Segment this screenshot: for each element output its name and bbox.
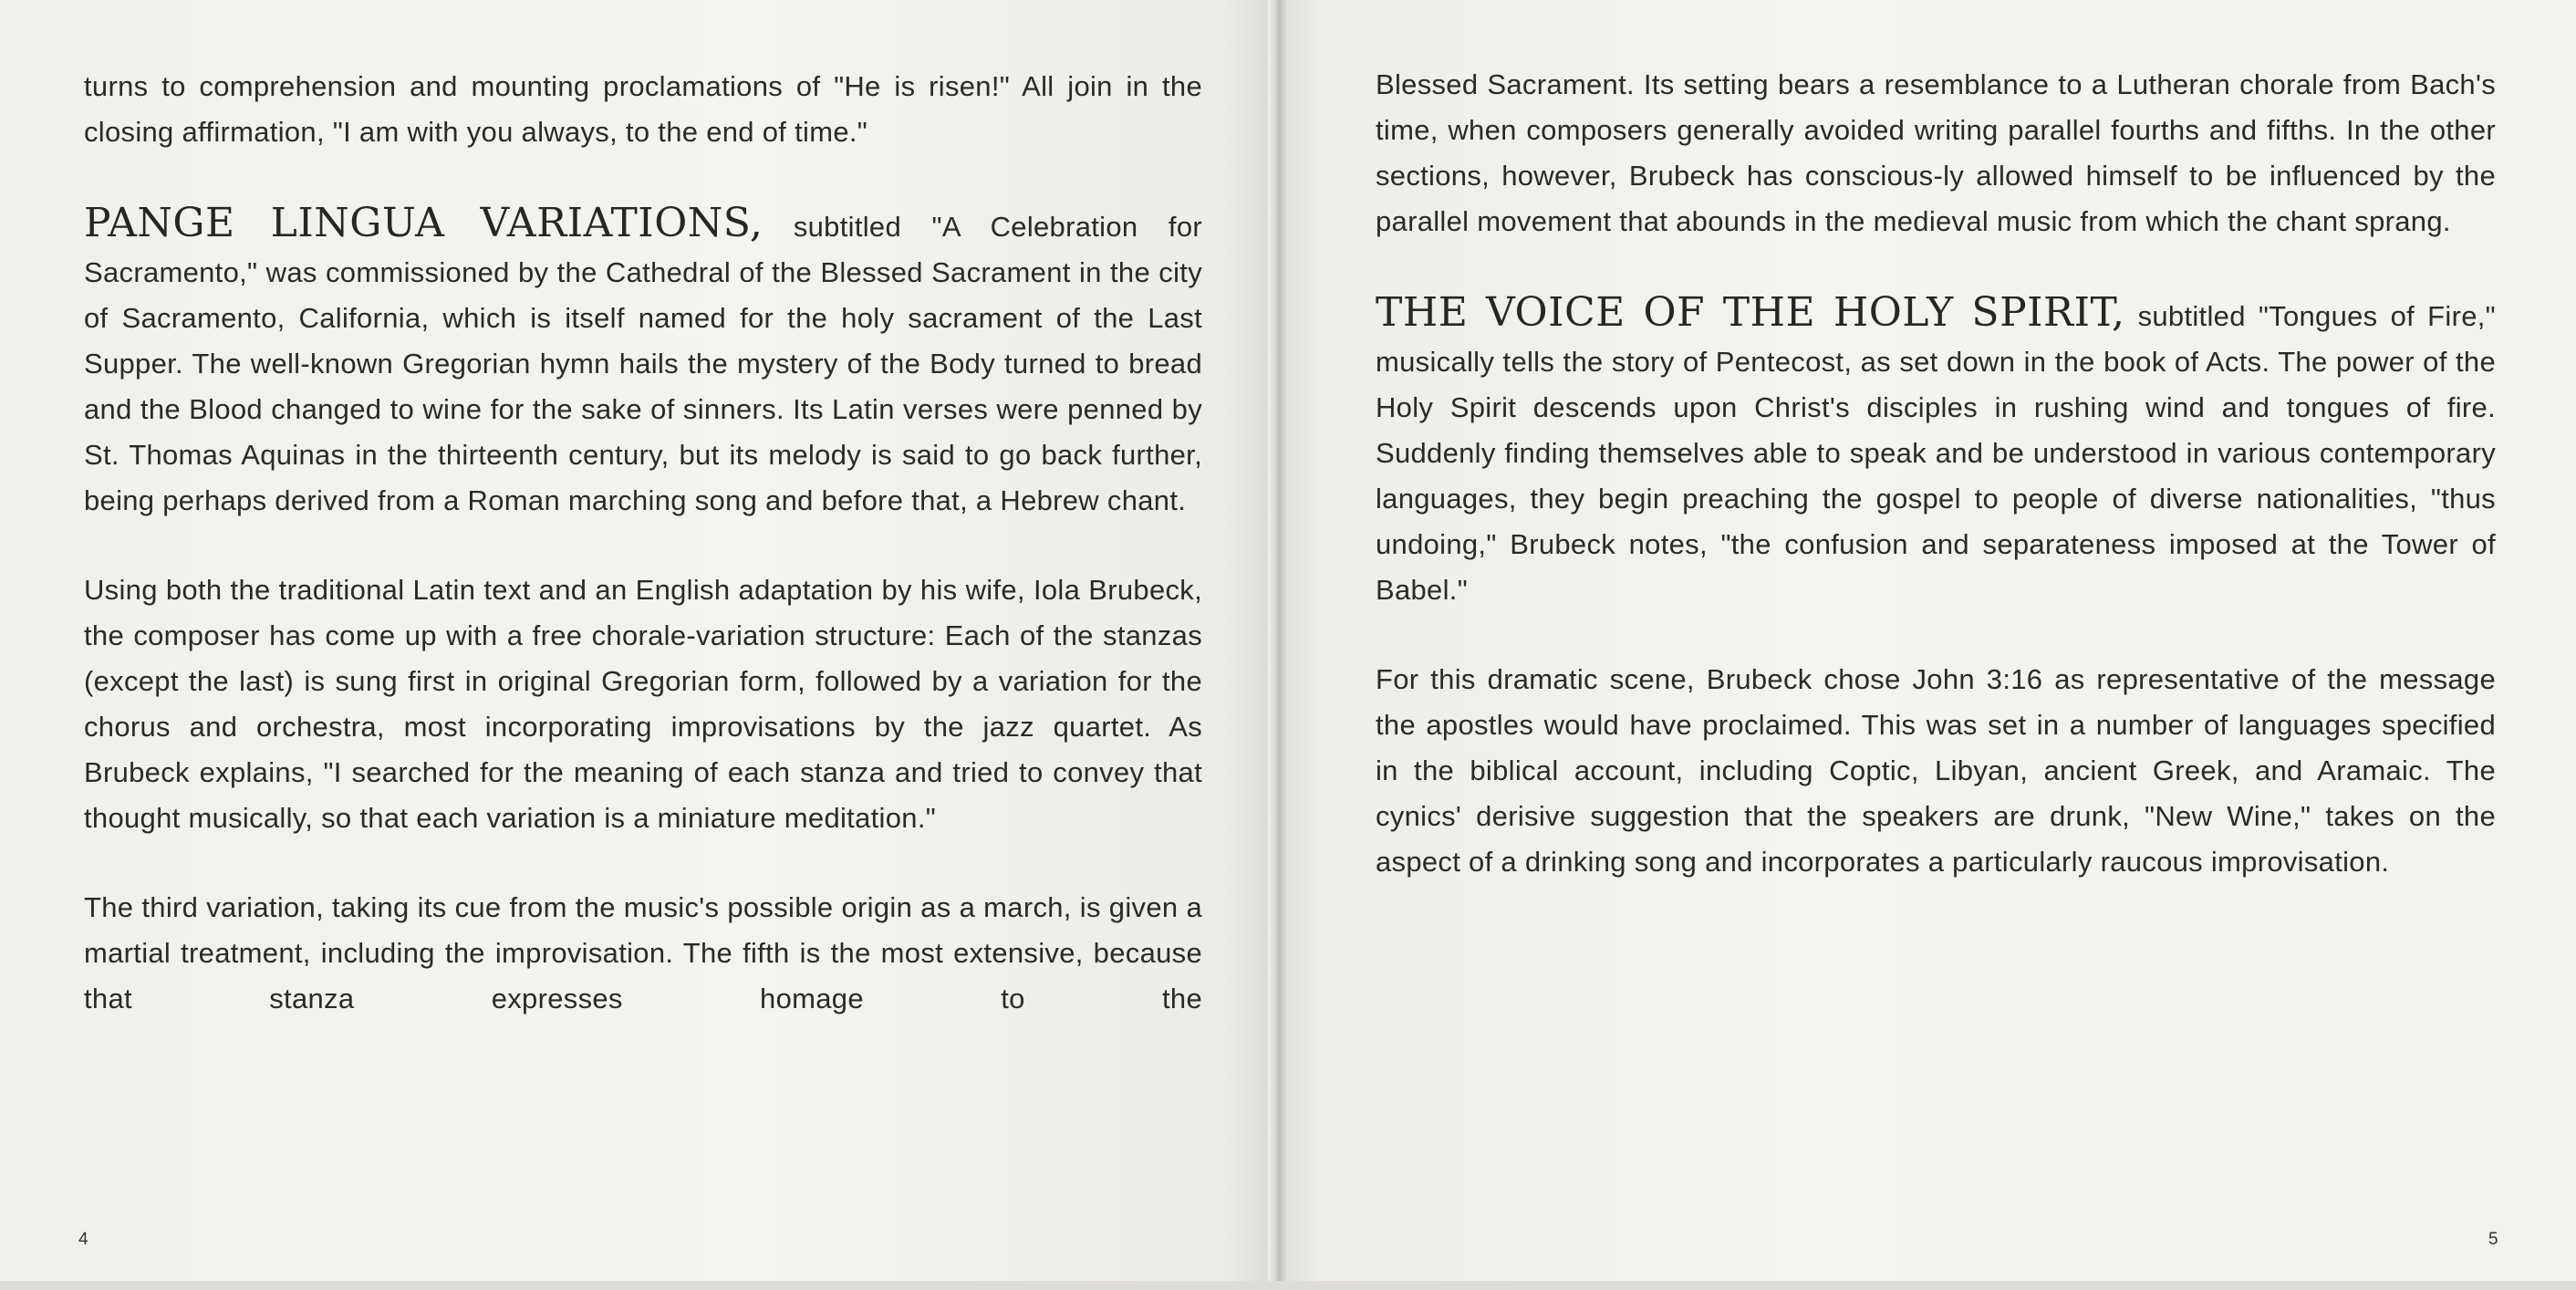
- right-text-column: [1376, 62, 2496, 885]
- page-number-right: 5: [2488, 1230, 2498, 1249]
- right-paragraph-2: For this dramatic scene, Brubeck chose John 3:16 as representative of the message the apostles would have proclaimed. This was set in a number of languages specified in the biblical account, including Coptic, Libyan, ancient Greek, and Aramaic. The cynics' derisive suggestion that the speakers are drunk, "New Wine," takes on the aspect of a drinking song and incorporates a particularly raucous improvisation.: [1376, 663, 2496, 878]
- left-section-body: subtitled "A Celebration for Sacramento," was commissioned by the Cathedral of the Blessed Sacrament in the city of Sacramento, California, which is itself named for the holy sacrament of the Last Supper. The well-known Gregorian hymn hails the mystery of the Body turned to bread and the Blood changed to wine for the sake of sinners. Its Latin verses were penned by St. Thomas Aquinas in the thirteenth century, but its melody is said to go back further, being perhaps derived from a Roman marching song and before that, a Hebrew chant.: [84, 211, 1203, 516]
- left-section-paragraph: [84, 201, 1202, 524]
- book-gutter: [1268, 0, 1288, 1286]
- left-page: [0, 0, 1277, 1285]
- left-paragraph-2: Using both the traditional Latin text and an English adaptation by his wife, Iola Brubeck, the composer has come up with a free chorale-variation structure: Each of the stanzas (except the last) is sung first in original Gregorian form, followed by a variation for the chorus and orchestra, most incorporating improvisations by the jazz quartet. As Brubeck explains, "I searched for the meaning of each stanza and tried to convey that thought musically, so that each variation is a miniature meditation.": [84, 574, 1202, 834]
- right-intro-paragraph: Blessed Sacrament. Its setting bears a resemblance to a Lutheran chorale from Bach's time, when composers generally avoided writing parallel fourths and fifths. In the other sections, however, Brubeck has conscious-ly allowed himself to be influenced by the parallel movement that abounds in the medieval music from which the chant sprang.: [1376, 68, 2496, 237]
- section-heading-pange-lingua: PANGE LINGUA VARIATIONS,: [84, 200, 763, 246]
- right-section-paragraph: [1376, 290, 2496, 613]
- right-section-body: subtitled "Tongues of Fire," musically tells the story of Pentecost, as set down in the book of Acts. The power of the Holy Spirit descends upon Christ's disciples in rushing wind and tongues of fire. Suddenly finding themselves able to speak and be understood in various contemporary languages, they begin preaching the gospel to people of diverse nationalities, "thus undoing," Brubeck notes, "the confusion and separateness imposed at the Tower of Babel.": [1376, 300, 2496, 606]
- page-bottom-edge: [0, 1281, 2576, 1290]
- section-heading-voice-holy-spirit: THE VOICE OF THE HOLY SPIRIT,: [1376, 289, 2125, 336]
- left-text-column: [84, 64, 1202, 1022]
- left-paragraph-3: The third variation, taking its cue from the music's possible origin as a march, is given a martial treatment, including the improvisation. The fifth is the most extensive, because that stanza expresses homage to the: [84, 891, 1202, 1014]
- page-number-left: 4: [78, 1230, 88, 1249]
- left-intro-paragraph: turns to comprehension and mounting proclamations of "He is risen!" All join in the closing affirmation, "I am with you always, to the end of time.": [84, 70, 1202, 148]
